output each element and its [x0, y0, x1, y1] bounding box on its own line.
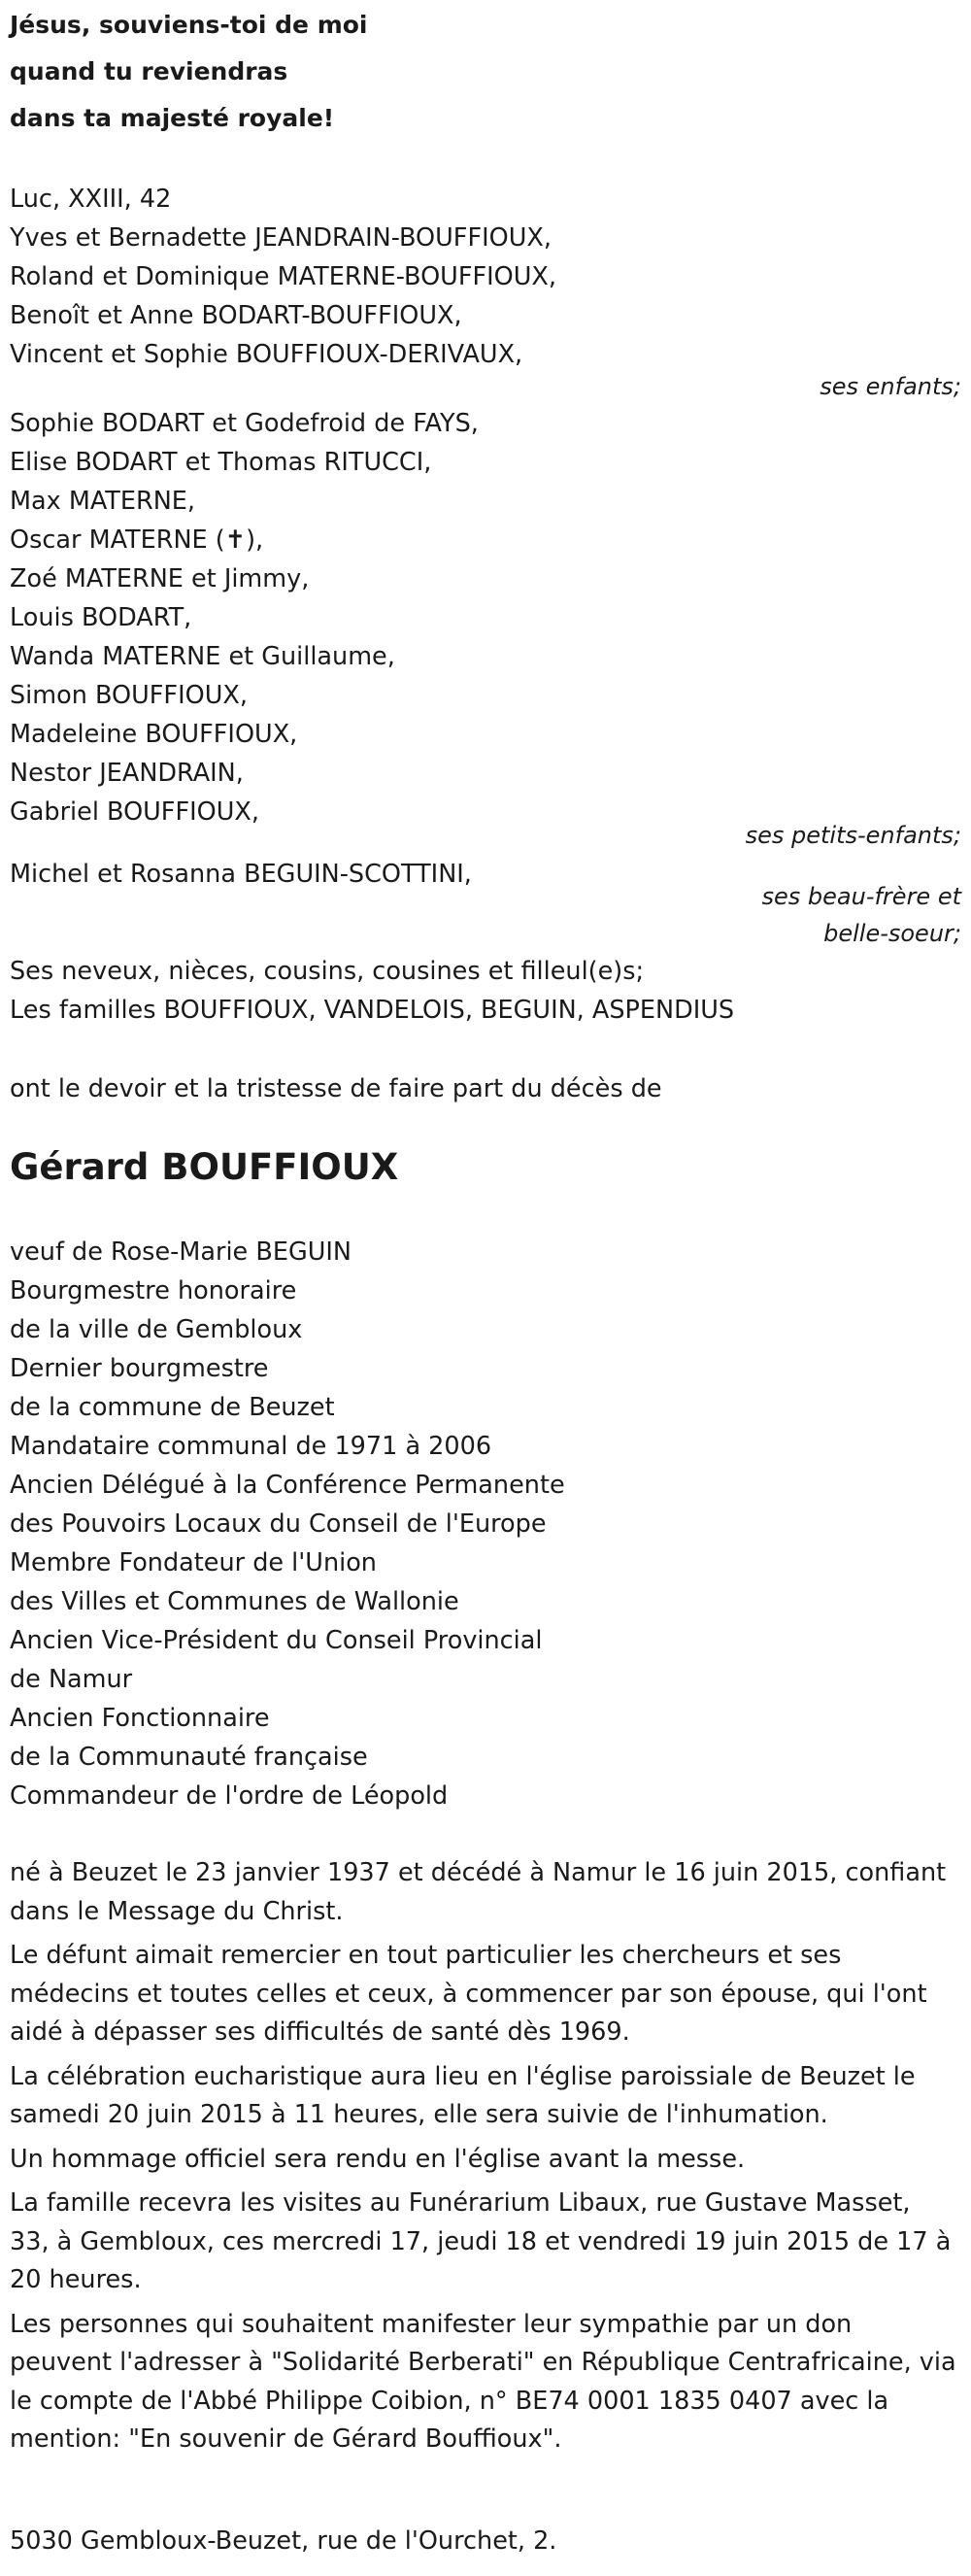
title-line: de la commune de Beuzet: [10, 1393, 335, 1422]
title-line: des Villes et Communes de Wallonie: [10, 1587, 459, 1616]
birth-death-paragraph: né à Beuzet le 23 janvier 1937 et décédé à Namur le 16 juin 2015, confiant dans le Message du Christ.: [10, 1858, 947, 1926]
title-line: de la Communauté française: [10, 1743, 368, 1772]
tribute-paragraph: Un hommage officiel sera rendu en l'église avant la messe.: [10, 2144, 746, 2174]
children-list: [10, 180, 961, 374]
list-item: Vincent et Sophie BOUFFIOUX-DERIVAUX,: [10, 340, 523, 369]
title-line: Bourgmestre honoraire: [10, 1276, 297, 1305]
quote-line: dans ta majesté royale!: [10, 104, 335, 132]
quote-line: Jésus, souviens-toi de moi: [10, 11, 368, 39]
list-item: Oscar MATERNE (✝),: [10, 525, 264, 555]
donation-paragraph: Les personnes qui souhaitent manifester leur sympathie par un don peuvent l'adresser à "Solidarité Berberati" en République Centrafricaine, via le compte de l'Abbé Philippe Coibion, n° BE74 0001 1835 0407 avec la mention: "En souvenir de Gérard Bouffioux".: [10, 2309, 956, 2454]
list-item: Michel et Rosanna BEGUIN-SCOTTINI,: [10, 860, 472, 889]
list-item: Roland et Dominique MATERNE-BOUFFIOUX,: [10, 262, 556, 291]
list-item: Gabriel BOUFFIOUX,: [10, 797, 259, 827]
address-block: [10, 2522, 961, 2560]
titles-list: [10, 1233, 961, 1815]
list-item: Sophie BODART et Godefroid de FAYS,: [10, 409, 479, 438]
announcement: [10, 1069, 961, 1108]
title-line: Mandataire communal de 1971 à 2006: [10, 1432, 492, 1461]
list-item: Madeleine BOUFFIOUX,: [10, 720, 298, 749]
in-laws-label-line: belle-soeur;: [823, 920, 961, 947]
grandchildren-list: [10, 404, 961, 831]
title-line: Dernier bourgmestre: [10, 1354, 269, 1383]
list-item: Simon BOUFFIOUX,: [10, 681, 248, 710]
list-item: Nestor JEANDRAIN,: [10, 759, 244, 788]
list-item: Max MATERNE,: [10, 487, 195, 516]
list-item: Zoé MATERNE et Jimmy,: [10, 564, 310, 593]
list-item: Yves et Bernadette JEANDRAIN-BOUFFIOUX,: [10, 223, 552, 253]
list-item: Louis BODART,: [10, 603, 192, 632]
in-laws-label: [762, 878, 962, 952]
title-line: Ancien Fonctionnaire: [10, 1704, 270, 1733]
quote-line: quand tu reviendras: [10, 57, 288, 85]
list-item: Wanda MATERNE et Guillaume,: [10, 642, 395, 671]
ceremony-paragraph: La célébration eucharistique aura lieu en l'église paroissiale de Beuzet le samedi 20 juin 2015 à 11 heures, elle sera suivie de l'inhumation.: [10, 2061, 916, 2129]
deceased-name-block: [10, 1143, 961, 1192]
grandchildren-label: ses petits-enfants;: [745, 822, 961, 849]
address: 5030 Gembloux-Beuzet, rue de l'Ourchet, 2.: [10, 2526, 557, 2556]
visits-paragraph: La famille recevra les visites au Funérarium Libaux, rue Gustave Masset, 33, à Gembloux, ces mercredi 17, jeudi 18 et vendredi 19 juin 2015 de 17 à 20 heures.: [10, 2188, 952, 2294]
children-label: ses enfants;: [820, 373, 961, 400]
extended-family: [10, 952, 961, 1030]
scripture-quote: [10, 2, 961, 142]
in-laws-label-line: ses beau-frère et: [761, 883, 961, 910]
title-line: de la ville de Gembloux: [10, 1315, 303, 1344]
list-item: Ses neveux, nièces, cousins, cousines et filleul(e)s;: [10, 957, 645, 986]
title-line: de Namur: [10, 1665, 133, 1694]
title-line: des Pouvoirs Locaux du Conseil de l'Europe: [10, 1509, 547, 1539]
title-line: Ancien Vice-Président du Conseil Provincial: [10, 1626, 543, 1655]
list-item: Elise BODART et Thomas RITUCCI,: [10, 448, 432, 477]
deceased-name: Gérard BOUFFIOUX: [10, 1146, 399, 1188]
announcement-text: ont le devoir et la tristesse de faire part du décès de: [10, 1074, 662, 1103]
list-item: Les familles BOUFFIOUX, VANDELOIS, BEGUIN, ASPENDIUS: [10, 996, 735, 1025]
thanks-paragraph: Le défunt aimait remercier en tout particulier les chercheurs et ses médecins et toutes celles et ceux, à commencer par son épouse, qui l'ont aidé à dépasser ses difficultés de santé dès 1969.: [10, 1941, 927, 2047]
details: [10, 1854, 961, 2459]
title-line: veuf de Rose-Marie BEGUIN: [10, 1237, 352, 1267]
title-line: Commandeur de l'ordre de Léopold: [10, 1781, 449, 1811]
title-line: Membre Fondateur de l'Union: [10, 1548, 377, 1577]
citation: Luc, XXIII, 42: [10, 185, 172, 214]
title-line: Ancien Délégué à la Conférence Permanente: [10, 1471, 565, 1500]
list-item: Benoît et Anne BODART-BOUFFIOUX,: [10, 301, 462, 330]
